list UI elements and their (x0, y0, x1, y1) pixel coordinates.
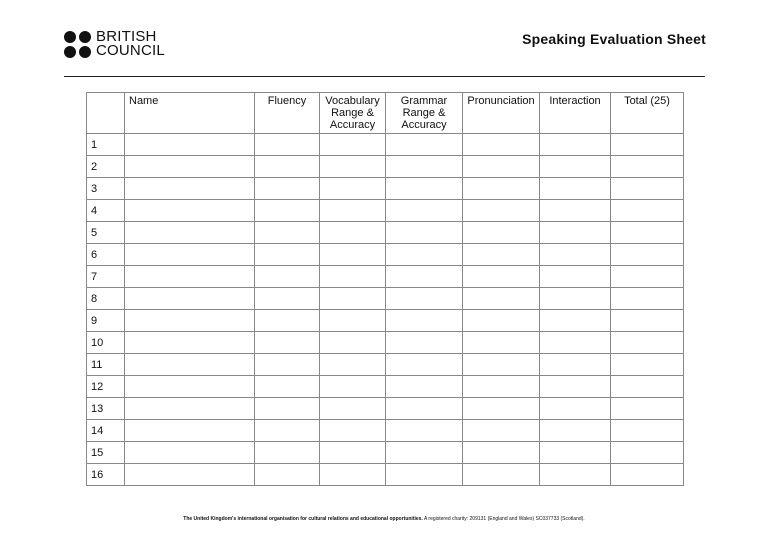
table-cell[interactable] (320, 420, 386, 442)
table-cell[interactable] (386, 222, 463, 244)
table-cell[interactable] (125, 442, 255, 464)
table-cell[interactable] (540, 398, 611, 420)
table-cell[interactable] (320, 244, 386, 266)
table-cell[interactable] (386, 134, 463, 156)
table-cell[interactable] (611, 376, 684, 398)
table-cell[interactable] (386, 464, 463, 486)
table-cell[interactable] (463, 178, 540, 200)
column-header-4: Grammar Range & Accuracy (386, 93, 463, 134)
table-cell[interactable] (463, 420, 540, 442)
table-cell[interactable] (320, 354, 386, 376)
table-cell[interactable] (463, 200, 540, 222)
table-cell[interactable] (463, 442, 540, 464)
table-cell[interactable] (386, 332, 463, 354)
table-cell[interactable] (255, 288, 320, 310)
table-cell[interactable] (255, 420, 320, 442)
table-cell[interactable] (611, 266, 684, 288)
table-cell[interactable] (125, 222, 255, 244)
table-cell[interactable] (463, 222, 540, 244)
table-cell[interactable] (320, 222, 386, 244)
table-cell[interactable] (540, 156, 611, 178)
row-number: 11 (87, 354, 125, 376)
table-row (87, 156, 684, 178)
table-row (87, 332, 684, 354)
footer-tagline: The United Kingdom's international organisation for cultural relations and educational opportunities. (183, 516, 423, 522)
table-cell[interactable] (125, 200, 255, 222)
table-cell[interactable] (611, 398, 684, 420)
logo-line-1: BRITISH (96, 28, 157, 45)
table-cell[interactable] (320, 134, 386, 156)
row-number: 15 (87, 442, 125, 464)
table-cell[interactable] (320, 310, 386, 332)
table-cell[interactable] (463, 376, 540, 398)
table-cell[interactable] (386, 266, 463, 288)
table-cell[interactable] (255, 134, 320, 156)
table-cell[interactable] (255, 310, 320, 332)
column-header-3: Vocabulary Range & Accuracy (320, 93, 386, 134)
page-title: Speaking Evaluation Sheet (522, 31, 706, 47)
table-cell[interactable] (386, 310, 463, 332)
table-cell[interactable] (611, 288, 684, 310)
table-cell[interactable] (255, 156, 320, 178)
table-cell[interactable] (540, 244, 611, 266)
table-row (87, 266, 684, 288)
table-cell[interactable] (540, 200, 611, 222)
table-cell[interactable] (611, 222, 684, 244)
column-header-0 (87, 93, 125, 134)
table-cell[interactable] (320, 156, 386, 178)
table-row (87, 310, 684, 332)
table-cell[interactable] (463, 354, 540, 376)
table-row (87, 398, 684, 420)
table-cell[interactable] (125, 332, 255, 354)
row-number: 7 (87, 266, 125, 288)
table-row (87, 288, 684, 310)
table-cell[interactable] (540, 354, 611, 376)
table-cell[interactable] (320, 464, 386, 486)
table-cell[interactable] (540, 332, 611, 354)
table-row (87, 354, 684, 376)
table-cell[interactable] (540, 222, 611, 244)
table-cell[interactable] (463, 134, 540, 156)
table-cell[interactable] (386, 354, 463, 376)
table-cell[interactable] (386, 288, 463, 310)
table-cell[interactable] (611, 200, 684, 222)
row-number: 10 (87, 332, 125, 354)
row-number: 5 (87, 222, 125, 244)
table-cell[interactable] (463, 464, 540, 486)
table-cell[interactable] (255, 244, 320, 266)
row-number: 13 (87, 398, 125, 420)
row-number: 9 (87, 310, 125, 332)
table-cell[interactable] (320, 200, 386, 222)
table-cell[interactable] (611, 156, 684, 178)
table-cell[interactable] (611, 244, 684, 266)
table-cell[interactable] (463, 288, 540, 310)
table-row (87, 464, 684, 486)
row-number: 3 (87, 178, 125, 200)
table-cell[interactable] (540, 376, 611, 398)
table-row (87, 244, 684, 266)
table-row (87, 420, 684, 442)
table-cell[interactable] (255, 398, 320, 420)
footer (0, 516, 768, 522)
table-cell[interactable] (125, 156, 255, 178)
table-cell[interactable] (320, 332, 386, 354)
row-number: 2 (87, 156, 125, 178)
table-cell[interactable] (255, 200, 320, 222)
table-cell[interactable] (125, 376, 255, 398)
table-cell[interactable] (255, 354, 320, 376)
logo-wordmark (96, 30, 165, 58)
table-cell[interactable] (540, 134, 611, 156)
table-header-row (87, 93, 684, 134)
table-cell[interactable] (540, 464, 611, 486)
table-row (87, 134, 684, 156)
table-cell[interactable] (255, 332, 320, 354)
table-cell[interactable] (463, 266, 540, 288)
table-cell[interactable] (125, 420, 255, 442)
table-cell[interactable] (611, 134, 684, 156)
table-cell[interactable] (125, 178, 255, 200)
table-cell[interactable] (540, 178, 611, 200)
table-cell[interactable] (463, 310, 540, 332)
header-divider (64, 76, 705, 77)
evaluation-table (86, 92, 684, 486)
column-header-2: Fluency (255, 93, 320, 134)
row-number: 8 (87, 288, 125, 310)
table-body (87, 134, 684, 486)
table-cell[interactable] (386, 442, 463, 464)
table-cell[interactable] (320, 178, 386, 200)
column-header-7: Total (25) (611, 93, 684, 134)
row-number: 4 (87, 200, 125, 222)
table-cell[interactable] (540, 266, 611, 288)
logo-dots-icon (64, 31, 91, 58)
table-row (87, 222, 684, 244)
table-cell[interactable] (255, 178, 320, 200)
table-cell[interactable] (611, 420, 684, 442)
table-row (87, 178, 684, 200)
table-cell[interactable] (320, 442, 386, 464)
table-cell[interactable] (611, 464, 684, 486)
table-cell[interactable] (255, 376, 320, 398)
table-row (87, 376, 684, 398)
table-cell[interactable] (386, 244, 463, 266)
row-number: 12 (87, 376, 125, 398)
table-cell[interactable] (255, 464, 320, 486)
table-cell[interactable] (320, 266, 386, 288)
table-cell[interactable] (463, 244, 540, 266)
table-cell[interactable] (611, 310, 684, 332)
table-cell[interactable] (540, 442, 611, 464)
table-cell[interactable] (255, 266, 320, 288)
table-cell[interactable] (386, 376, 463, 398)
british-council-logo (64, 30, 165, 58)
table-cell[interactable] (611, 354, 684, 376)
footer-charity: A registered charity: 209131 (England and Wales) SC037733 (Scotland). (423, 516, 585, 522)
table-cell[interactable] (125, 464, 255, 486)
table-cell[interactable] (125, 134, 255, 156)
column-header-5: Pronunciation (463, 93, 540, 134)
table-cell[interactable] (463, 332, 540, 354)
table-cell[interactable] (463, 156, 540, 178)
table-cell[interactable] (125, 398, 255, 420)
column-header-1: Name (125, 93, 255, 134)
table-cell[interactable] (386, 156, 463, 178)
table-cell[interactable] (386, 420, 463, 442)
table-cell[interactable] (386, 178, 463, 200)
table-cell[interactable] (611, 442, 684, 464)
table-cell[interactable] (320, 288, 386, 310)
table-cell[interactable] (386, 398, 463, 420)
table-cell[interactable] (320, 376, 386, 398)
table-cell[interactable] (125, 244, 255, 266)
logo-line-2: COUNCIL (96, 42, 165, 59)
table-cell[interactable] (540, 420, 611, 442)
table-cell[interactable] (320, 398, 386, 420)
table-cell[interactable] (125, 266, 255, 288)
table-cell[interactable] (125, 310, 255, 332)
table-cell[interactable] (463, 398, 540, 420)
table-cell[interactable] (255, 222, 320, 244)
row-number: 16 (87, 464, 125, 486)
table-cell[interactable] (125, 288, 255, 310)
table-row (87, 200, 684, 222)
table-cell[interactable] (255, 442, 320, 464)
row-number: 1 (87, 134, 125, 156)
table-cell[interactable] (611, 178, 684, 200)
table-cell[interactable] (386, 200, 463, 222)
column-header-6: Interaction (540, 93, 611, 134)
table-cell[interactable] (540, 310, 611, 332)
table-row (87, 442, 684, 464)
table-cell[interactable] (540, 288, 611, 310)
row-number: 6 (87, 244, 125, 266)
table-cell[interactable] (125, 354, 255, 376)
table-cell[interactable] (611, 332, 684, 354)
row-number: 14 (87, 420, 125, 442)
